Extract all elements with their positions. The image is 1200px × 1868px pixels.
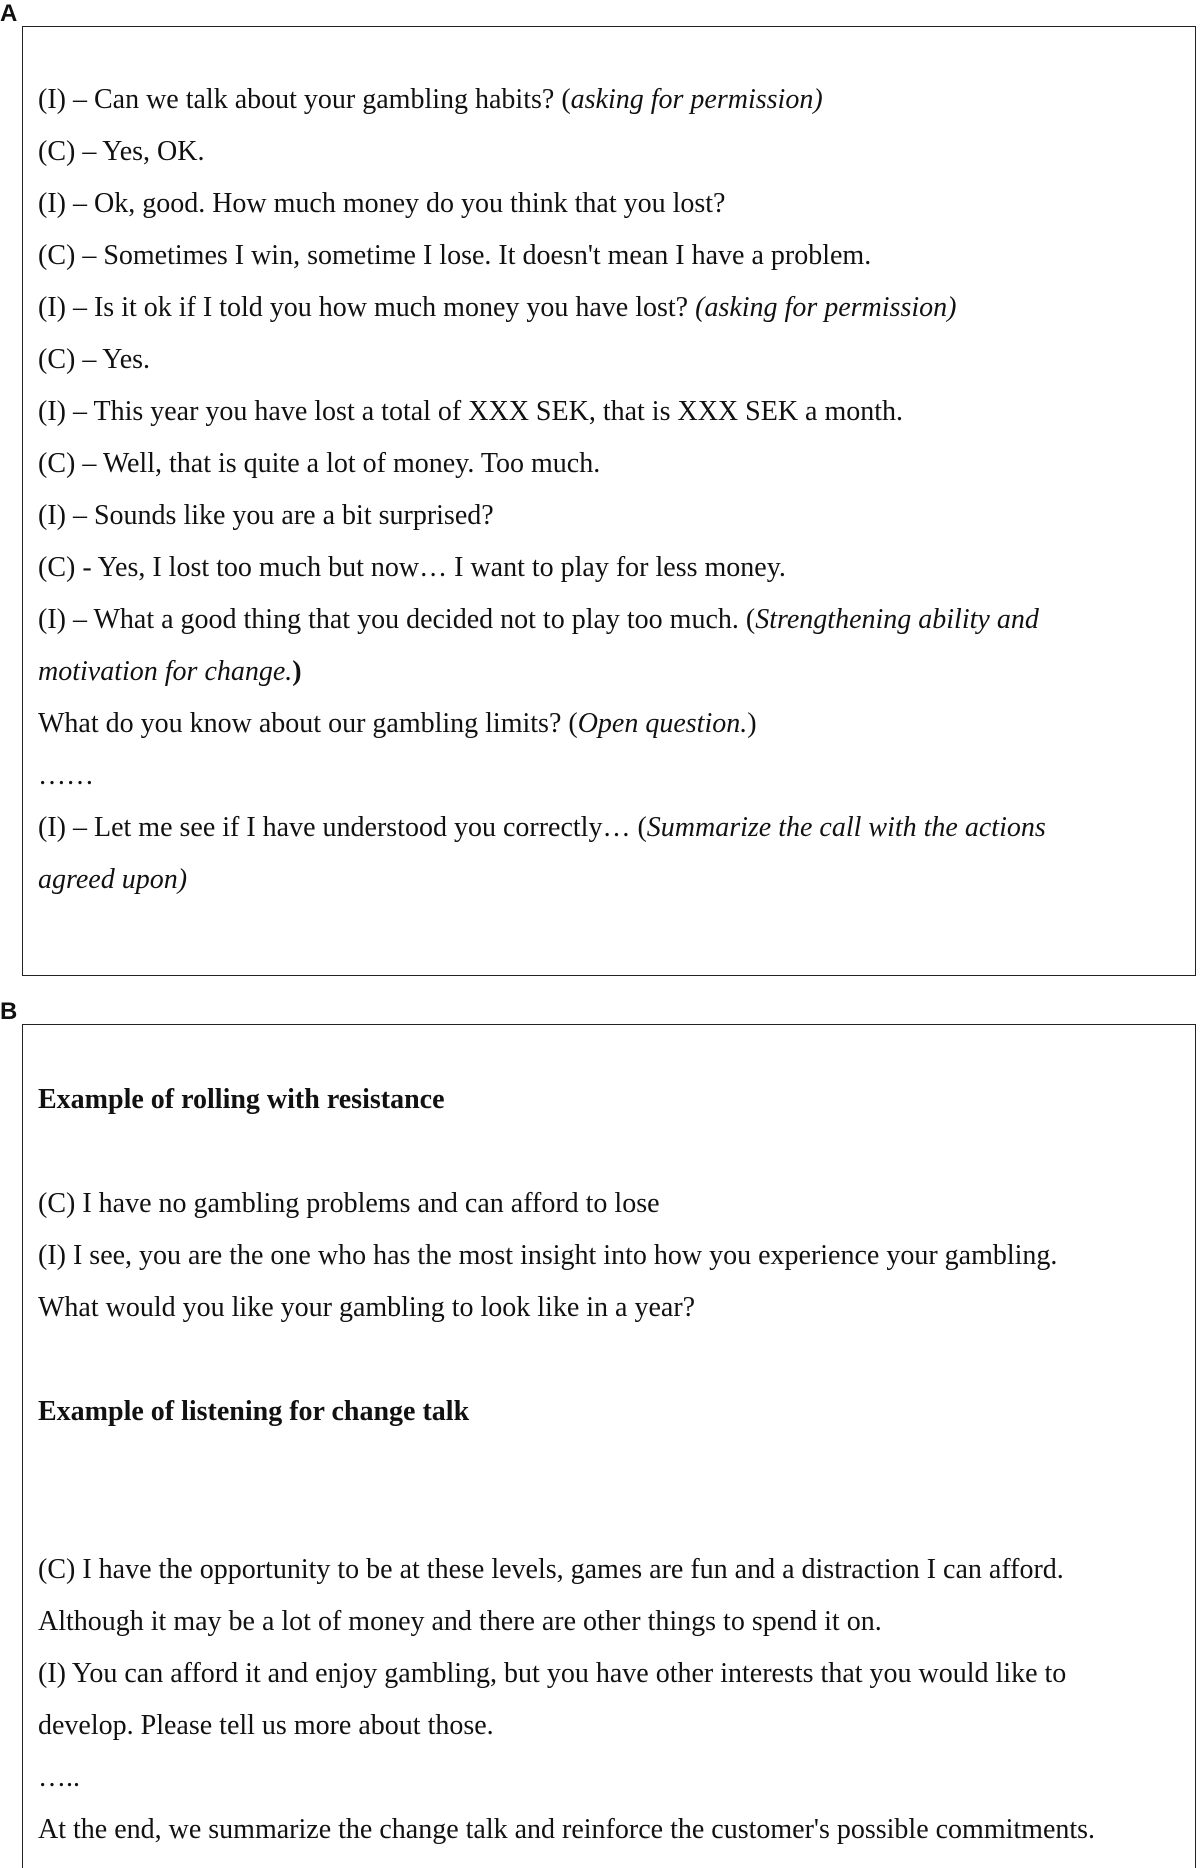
line-text: (I) – Is it ok if I told you how much money you have lost?: [38, 292, 696, 323]
line-text: (I) – Sounds like you are a bit surprised?: [38, 500, 494, 531]
line-annotation: Summarize the call with the actions: [646, 812, 1046, 843]
dialogue-line: [38, 135, 204, 169]
dialogue-line: [38, 655, 302, 689]
line-text: (I) – Ok, good. How much money do you think that you lost?: [38, 188, 726, 219]
dialogue-line: [38, 447, 600, 481]
line-annotation: Open question.: [577, 708, 748, 739]
dialogue-line: [38, 239, 871, 273]
example-line: (I) You can afford it and enjoy gambling, but you have other interests that you would like to: [38, 1658, 1067, 1689]
example-line: develop. Please tell us more about those.: [38, 1710, 494, 1741]
panel-b-label: B: [0, 998, 18, 1025]
line-text: ): [747, 708, 757, 739]
example-line: Although it may be a lot of money and there are other things to spend it on.: [38, 1606, 882, 1637]
dialogue-line: [38, 863, 187, 897]
dialogue-line: [38, 291, 956, 325]
section-heading: Example of listening for change talk: [38, 1396, 470, 1427]
line-text: (C) – Yes.: [38, 344, 151, 375]
dialogue-line: [38, 759, 94, 793]
example-line: At the end, we summarize the change talk and reinforce the customer's possible commitments.: [38, 1814, 1096, 1845]
panel-a-dialogue-box: [22, 26, 1196, 976]
dialogue-line: [38, 187, 725, 221]
example-line: (C) I have the opportunity to be at these levels, games are fun and a distraction I can afford.: [38, 1554, 1064, 1585]
dialogue-line: [38, 551, 786, 585]
example-line: What would you like your gambling to look like in a year?: [38, 1292, 696, 1323]
dialogue-line: [38, 707, 757, 741]
example-line: (I) I see, you are the one who has the most insight into how you experience your gambling.: [38, 1240, 1058, 1271]
panel-a-label: A: [0, 0, 18, 27]
line-text: (C) – Well, that is quite a lot of money. Too much.: [38, 448, 601, 479]
line-text: (I) – Can we talk about your gambling habits? (: [38, 84, 571, 115]
line-text: (C) – Sometimes I win, sometime I lose. It doesn't mean I have a problem.: [38, 240, 872, 271]
line-text: ): [292, 656, 302, 687]
line-annotation: asking for permission): [570, 84, 823, 115]
dialogue-line: [38, 811, 1046, 845]
panel-b-examples-box: [22, 1024, 1196, 1868]
line-text: (I) – Let me see if I have understood you correctly… (: [38, 812, 647, 843]
line-text: What do you know about our gambling limits? (: [38, 708, 578, 739]
dialogue-line: [38, 395, 903, 429]
line-text: (C) - Yes, I lost too much but now… I want to play for less money.: [38, 552, 786, 583]
example-line: (C) I have no gambling problems and can afford to lose: [38, 1188, 660, 1219]
line-text: (I) – This year you have lost a total of XXX SEK, that is XXX SEK a month.: [38, 396, 904, 427]
line-annotation: (asking for permission): [695, 292, 957, 323]
dialogue-line: [38, 83, 823, 117]
line-text: (I) – What a good thing that you decided not to play too much. (: [38, 604, 756, 635]
line-annotation: agreed upon): [38, 864, 188, 895]
line-annotation: motivation for change.: [38, 656, 293, 687]
dialogue-line: [38, 499, 494, 533]
section-heading: Example of rolling with resistance: [38, 1084, 445, 1115]
dialogue-line: [38, 343, 150, 377]
line-text: ……: [38, 760, 94, 791]
example-line: …..: [38, 1762, 80, 1793]
line-text: (C) – Yes, OK.: [38, 136, 205, 167]
dialogue-line: [38, 603, 1039, 637]
line-annotation: Strengthening ability and: [755, 604, 1039, 635]
